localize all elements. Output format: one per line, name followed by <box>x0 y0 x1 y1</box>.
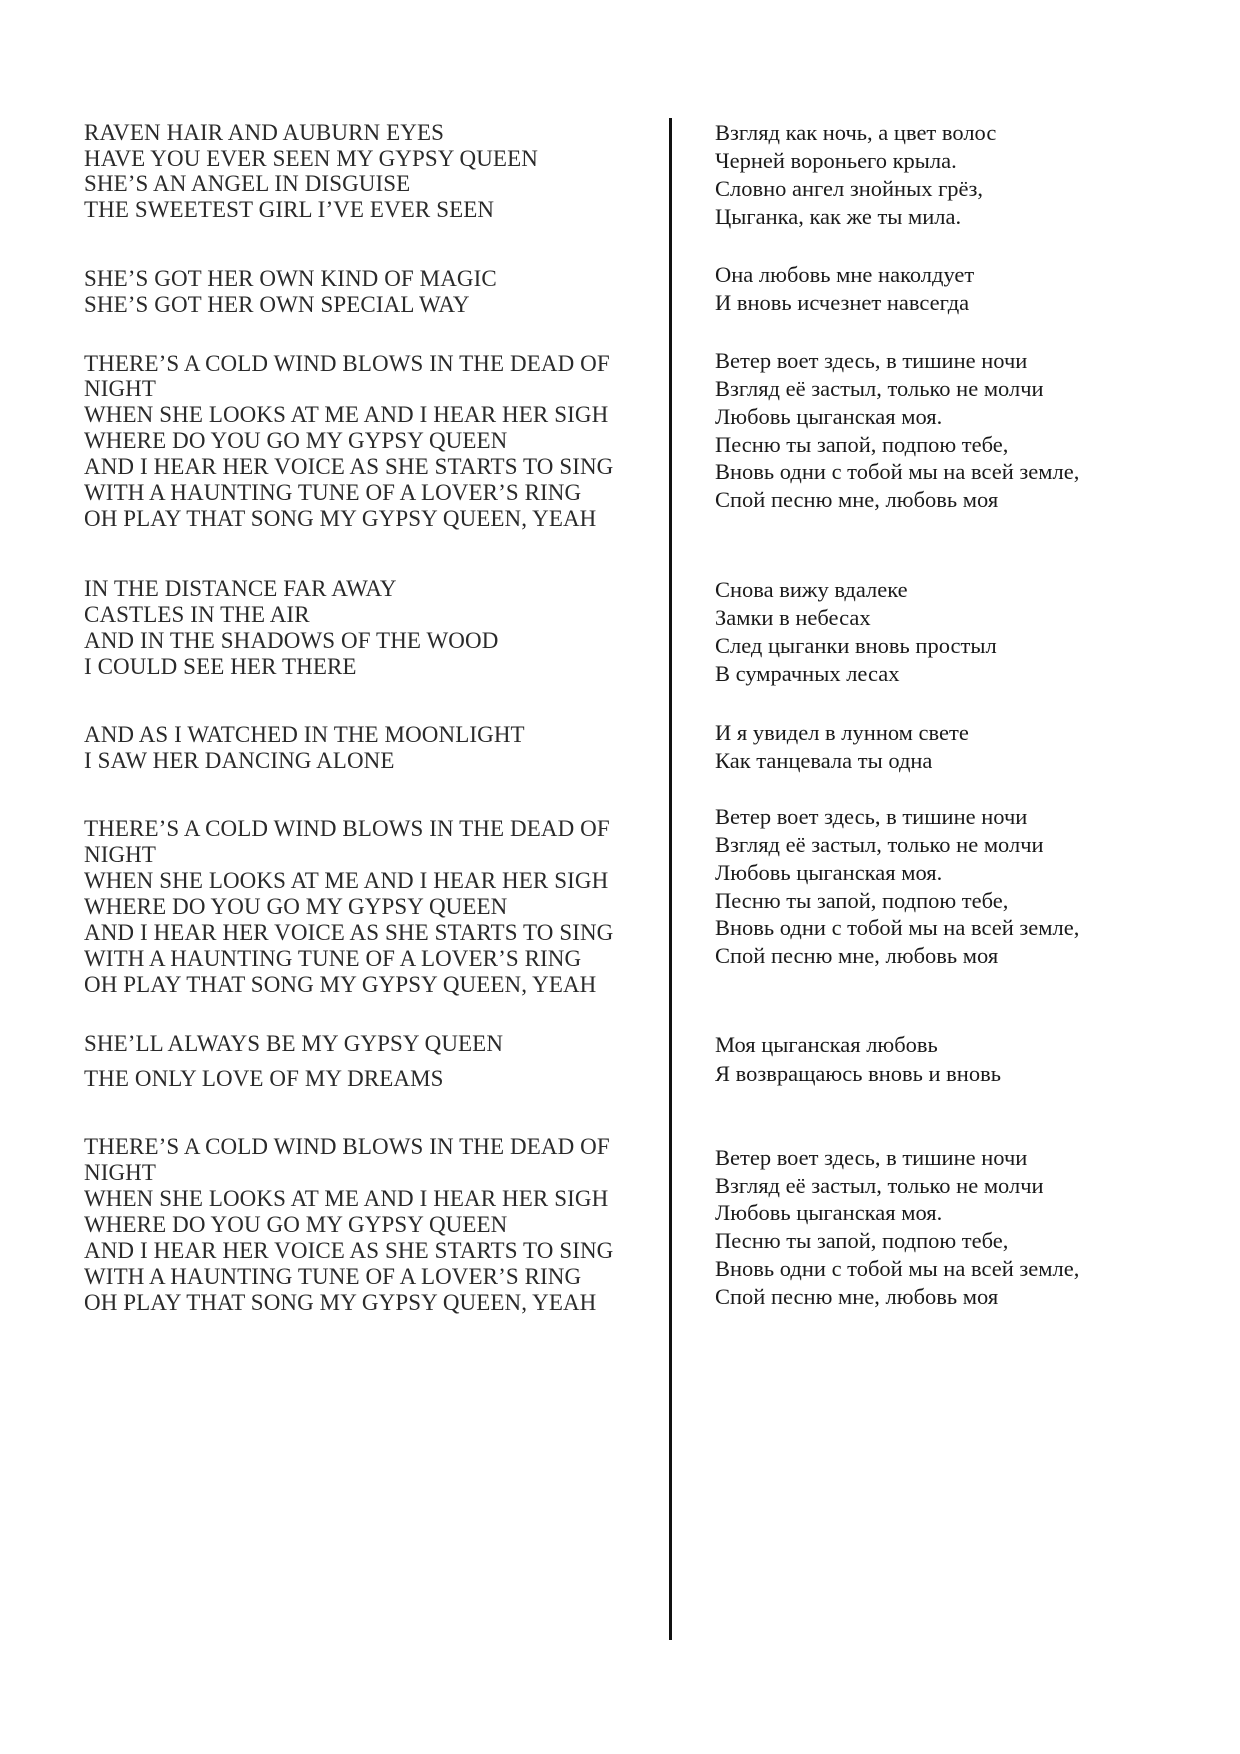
russian-lyric-line: В сумрачных лесах <box>715 661 900 686</box>
russian-lyric-line: Взгляд её застыл, только не молчи <box>715 1173 1044 1198</box>
russian-lyric-line: Взгляд как ночь, а цвет волос <box>715 120 997 145</box>
russian-lyric-line: Спой песню мне, любовь моя <box>715 487 999 512</box>
russian-lyric-line: Снова вижу вдалеке <box>715 577 908 602</box>
russian-lyric-line: Ветер воет здесь, в тишине ночи <box>715 1145 1028 1170</box>
russian-lyric-line: Она любовь мне наколдует <box>715 262 975 287</box>
russian-lyric-line: Вновь одни с тобой мы на всей земле, <box>715 459 1080 484</box>
english-lyric-line: NIGHT <box>84 842 157 867</box>
english-lyric-line: THE SWEETEST GIRL I’VE EVER SEEN <box>84 197 495 222</box>
english-lyric-line: SHE’S GOT HER OWN SPECIAL WAY <box>84 292 470 317</box>
english-lyric-line: AND I HEAR HER VOICE AS SHE STARTS TO SING <box>84 454 614 479</box>
english-lyric-line: WHERE DO YOU GO MY GYPSY QUEEN <box>84 428 508 453</box>
english-lyric-line: WITH A HAUNTING TUNE OF A LOVER’S RING <box>84 946 582 971</box>
russian-lyric-line: Любовь цыганская моя. <box>715 1200 943 1225</box>
english-lyric-line: I COULD SEE HER THERE <box>84 654 357 679</box>
english-lyric-line: WHERE DO YOU GO MY GYPSY QUEEN <box>84 894 508 919</box>
russian-lyric-line: Песню ты запой, подпою тебе, <box>715 888 1009 913</box>
english-lyric-line: THERE’S A COLD WIND BLOWS IN THE DEAD OF <box>84 1134 610 1159</box>
russian-lyric-line: Песню ты запой, подпою тебе, <box>715 1228 1009 1253</box>
english-lyric-line: OH PLAY THAT SONG MY GYPSY QUEEN, YEAH <box>84 506 597 531</box>
english-lyric-line: I SAW HER DANCING ALONE <box>84 748 395 773</box>
russian-lyric-line: Словно ангел знойных грёз, <box>715 176 984 201</box>
english-lyric-line: SHE’LL ALWAYS BE MY GYPSY QUEEN <box>84 1031 504 1056</box>
english-lyric-line: WHEN SHE LOOKS AT ME AND I HEAR HER SIGH <box>84 402 609 427</box>
english-lyric-line: HAVE YOU EVER SEEN MY GYPSY QUEEN <box>84 146 538 171</box>
russian-lyric-line: Спой песню мне, любовь моя <box>715 1284 999 1309</box>
english-lyric-line: THERE’S A COLD WIND BLOWS IN THE DEAD OF <box>84 816 610 841</box>
english-lyric-line: OH PLAY THAT SONG MY GYPSY QUEEN, YEAH <box>84 1290 597 1315</box>
english-lyric-line: NIGHT <box>84 1160 157 1185</box>
english-lyric-line: SHE’S AN ANGEL IN DISGUISE <box>84 171 411 196</box>
russian-lyric-line: След цыганки вновь простыл <box>715 633 997 658</box>
russian-lyric-line: И я увидел в лунном свете <box>715 720 969 745</box>
column-divider <box>669 118 672 1640</box>
russian-lyric-line: Ветер воет здесь, в тишине ночи <box>715 348 1028 373</box>
russian-lyric-line: Замки в небесах <box>715 605 871 630</box>
russian-lyric-line: Как танцевала ты одна <box>715 748 933 773</box>
english-lyric-line: AND IN THE SHADOWS OF THE WOOD <box>84 628 499 653</box>
english-lyric-line: AND I HEAR HER VOICE AS SHE STARTS TO SING <box>84 920 614 945</box>
russian-lyric-line: Моя цыганская любовь <box>715 1032 938 1057</box>
english-lyric-line: WHERE DO YOU GO MY GYPSY QUEEN <box>84 1212 508 1237</box>
english-lyric-line: WITH A HAUNTING TUNE OF A LOVER’S RING <box>84 480 582 505</box>
english-lyric-line: SHE’S GOT HER OWN KIND OF MAGIC <box>84 266 497 291</box>
english-lyric-line: WHEN SHE LOOKS AT ME AND I HEAR HER SIGH <box>84 1186 609 1211</box>
english-lyric-line: CASTLES IN THE AIR <box>84 602 310 627</box>
russian-lyric-line: Любовь цыганская моя. <box>715 404 943 429</box>
english-lyric-line: WITH A HAUNTING TUNE OF A LOVER’S RING <box>84 1264 582 1289</box>
russian-lyric-line: Я возвращаюсь вновь и вновь <box>715 1061 1001 1086</box>
russian-lyric-line: И вновь исчезнет навсегда <box>715 290 970 315</box>
english-lyric-line: AND AS I WATCHED IN THE MOONLIGHT <box>84 722 525 747</box>
russian-lyric-line: Спой песню мне, любовь моя <box>715 943 999 968</box>
russian-lyric-line: Вновь одни с тобой мы на всей земле, <box>715 915 1080 940</box>
russian-lyric-line: Черней вороньего крыла. <box>715 148 957 173</box>
english-lyric-line: THE ONLY LOVE OF MY DREAMS <box>84 1066 444 1091</box>
english-lyric-line: WHEN SHE LOOKS AT ME AND I HEAR HER SIGH <box>84 868 609 893</box>
english-lyric-line: IN THE DISTANCE FAR AWAY <box>84 576 397 601</box>
russian-lyric-line: Вновь одни с тобой мы на всей земле, <box>715 1256 1080 1281</box>
russian-lyric-line: Цыганка, как же ты мила. <box>715 204 962 229</box>
russian-lyric-line: Песню ты запой, подпою тебе, <box>715 432 1009 457</box>
english-lyric-line: RAVEN HAIR AND AUBURN EYES <box>84 120 444 145</box>
english-lyric-line: OH PLAY THAT SONG MY GYPSY QUEEN, YEAH <box>84 972 597 997</box>
english-lyric-line: AND I HEAR HER VOICE AS SHE STARTS TO SING <box>84 1238 614 1263</box>
russian-lyric-line: Взгляд её застыл, только не молчи <box>715 832 1044 857</box>
english-lyric-line: NIGHT <box>84 376 157 401</box>
english-lyric-line: THERE’S A COLD WIND BLOWS IN THE DEAD OF <box>84 351 610 376</box>
russian-lyric-line: Ветер воет здесь, в тишине ночи <box>715 804 1028 829</box>
russian-lyric-line: Любовь цыганская моя. <box>715 860 943 885</box>
russian-lyric-line: Взгляд её застыл, только не молчи <box>715 376 1044 401</box>
